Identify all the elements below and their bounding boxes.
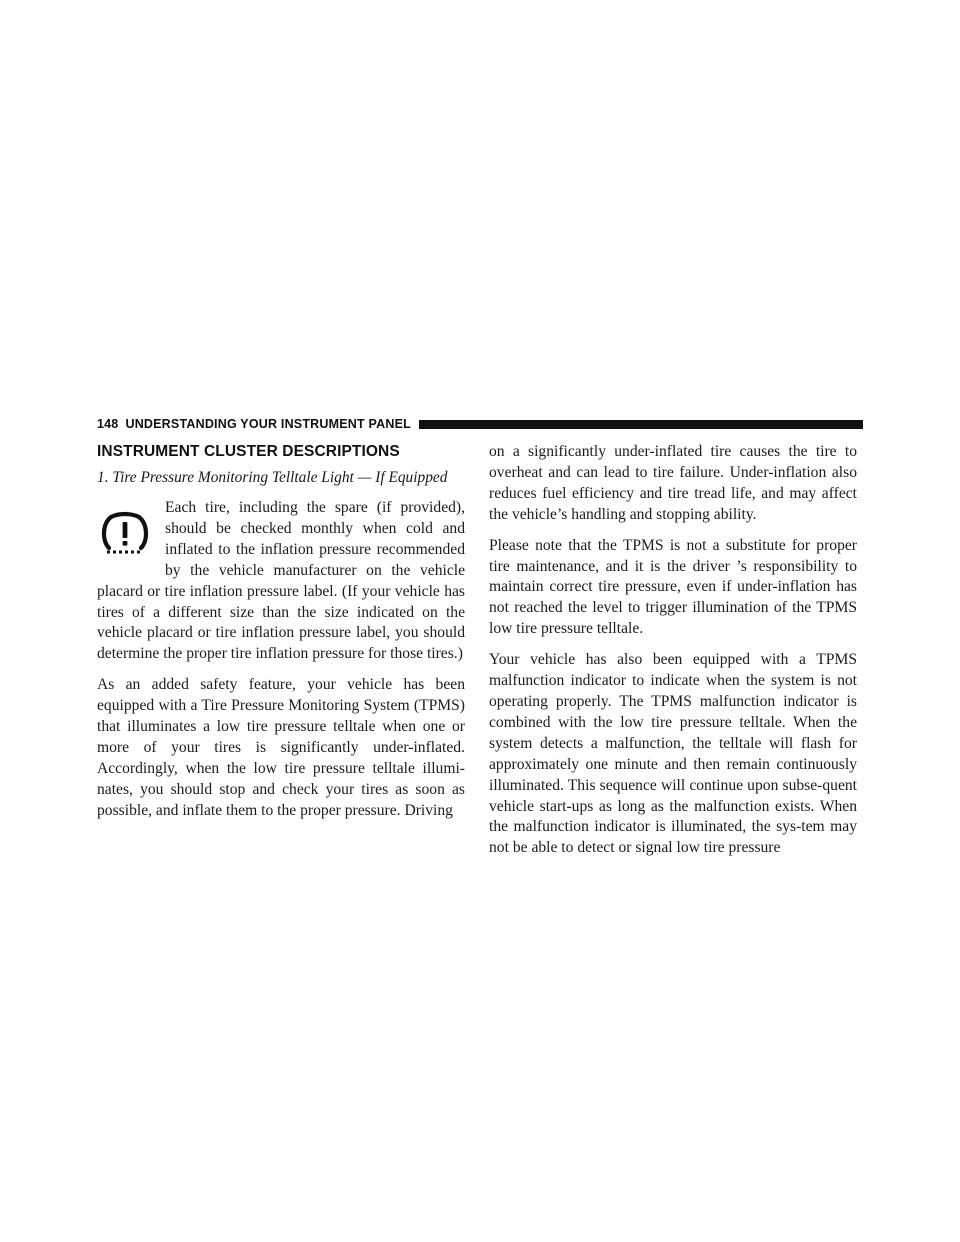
running-header-title: UNDERSTANDING YOUR INSTRUMENT PANEL — [125, 417, 411, 431]
page-number: 148 — [97, 417, 119, 431]
page-header — [97, 416, 863, 432]
paragraph: As an added safety feature, your vehicle has been equipped with a Tire Pressure Monitoring System (TPMS) that illuminates a low tire pressure telltale when one or more of your tires is significantly under-inflated. Accordingly, when the low tire pressure telltale illumi-nates, you should stop and check your tires as soon as possible, and inflate them to the proper pressure. Driving — [97, 676, 465, 819]
right-column — [489, 442, 857, 869]
left-column — [97, 442, 465, 832]
header-rule — [419, 420, 863, 429]
section-heading: INSTRUMENT CLUSTER DESCRIPTIONS — [97, 443, 400, 460]
paragraph: Your vehicle has also been equipped with a TPMS malfunction indicator to indicate when the system is not operating properly. The TPMS malfunction indicator is combined with the low tire pressure telltale. When the system detects a malfunction, the telltale will flash for approximately one minute and then remain continuously illuminated. This sequence will continue upon subse-quent vehicle start-ups as long as the malfunction exists. When the malfunction indicator is illuminated, the sys-tem may not be able to detect or signal low tire pressure — [489, 651, 857, 857]
paragraph: Please note that the TPMS is not a substitute for proper tire maintenance, and it is the driver ’s responsibility to maintain correct tire pressure, even if under-inflation has not reached the level to trigger illumination of the TPMS low tire pressure telltale. — [489, 536, 857, 638]
paragraph: on a significantly under-inflated tire causes the tire to overheat and can lead to tire failure. Under-inflation also reduces fuel efficiency and tire tread life, and may affect the vehicle’s handling and stopping ability. — [489, 443, 857, 523]
item-subheading: 1. Tire Pressure Monitoring Telltale Light — If Equipped — [97, 469, 448, 486]
tire-pressure-warning-icon — [97, 508, 153, 564]
paragraph: Each tire, including the spare (if provided), should be checked monthly when cold and inflated to the inflation pressure recommended by the vehicle manufacturer on the vehicle placard or tire inflation pressure label. (If your vehicle has tires of a different size than the size indicated on the vehicle placard or tire inflation pressure label, you should determine the proper tire inflation pressure for those tires.) — [97, 499, 465, 663]
